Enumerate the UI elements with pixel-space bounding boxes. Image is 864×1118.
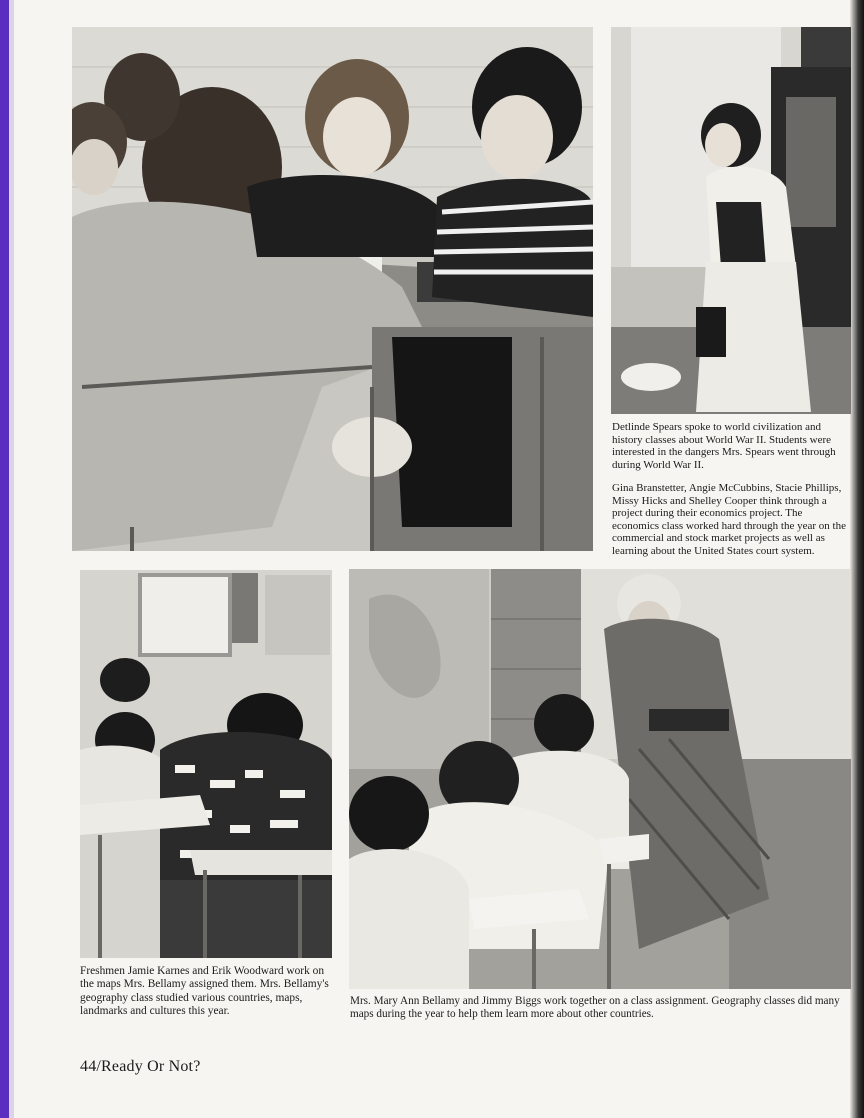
page-folio: 44/Ready Or Not? bbox=[80, 1058, 201, 1075]
caption-karnes: Freshmen Jamie Karnes and Erik Woodward work on the maps Mrs. Bellamy assigned them. Mrs. Bellamy's geography class studied various countries, maps, landmarks and cultures this year. bbox=[80, 965, 329, 1018]
photo-bottom-left-image bbox=[80, 570, 332, 958]
caption-bellamy: Mrs. Mary Ann Bellamy and Jimmy Biggs work together on a class assignment. Geography classes did many maps during the year to help them learn more about other countries. bbox=[350, 995, 840, 1021]
photo-bottom-left bbox=[80, 570, 332, 958]
photo-bottom-right bbox=[349, 569, 851, 989]
photo-top-left-image bbox=[72, 27, 593, 551]
photo-bottom-right-image bbox=[349, 569, 851, 989]
caption-spears: Detlinde Spears spoke to world civilization and history classes about World War II. Students were interested in the dangers Mrs. Spears went through during World War II. bbox=[612, 421, 836, 471]
photo-top-right-image bbox=[611, 27, 851, 414]
page-edge-shadow bbox=[850, 0, 864, 1118]
photo-top-right bbox=[611, 27, 851, 414]
page-edge-binding bbox=[0, 0, 14, 1118]
caption-branstetter: Gina Branstetter, Angie McCubbins, Stacie Phillips, Missy Hicks and Shelley Cooper think through a project during their economics project. The economics class worked hard through the year on the commercial and stock market projects as well as learning about the United States court system. bbox=[612, 482, 846, 557]
photo-top-left bbox=[72, 27, 593, 551]
